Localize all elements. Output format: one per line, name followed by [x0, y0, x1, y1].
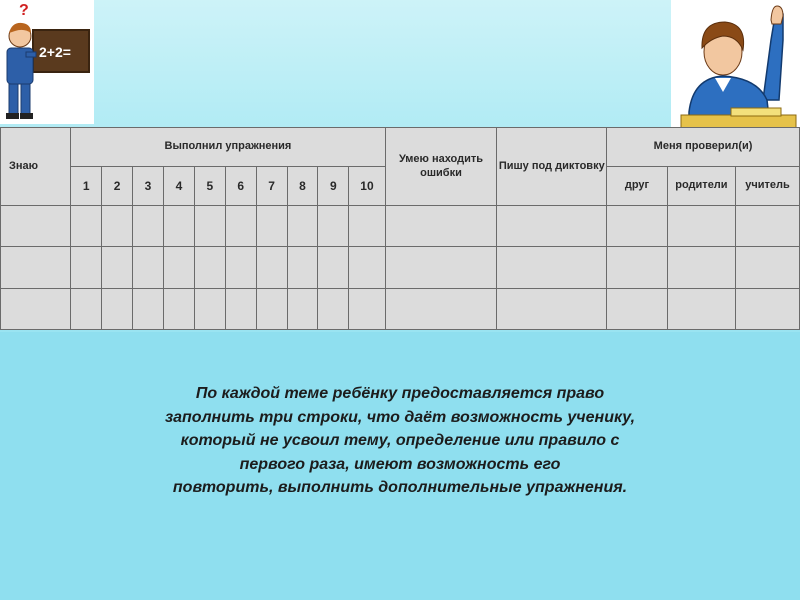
boy-chalkboard-illustration — [0, 0, 94, 124]
boy-raising-hand-illustration — [671, 0, 800, 134]
checker-teacher: учитель — [736, 167, 800, 206]
checker-parents: родители — [667, 167, 735, 206]
caption-area — [0, 332, 800, 600]
table-row — [1, 247, 800, 288]
exercise-number: 3 — [133, 167, 164, 206]
header-find-errors: Умею находить ошибки — [385, 128, 497, 206]
caption-line: повторить, выполнить дополнительные упражнения. — [172, 479, 628, 496]
exercise-number: 1 — [71, 167, 102, 206]
question-mark-icon: ? — [19, 2, 29, 19]
checker-friend: друг — [607, 167, 668, 206]
exercise-number: 7 — [256, 167, 287, 206]
caption-text — [30, 382, 770, 500]
exercise-number: 2 — [102, 167, 133, 206]
table-row — [1, 288, 800, 329]
header-know: Знаю — [1, 128, 71, 206]
header-exercises: Выполнил упражнения — [71, 128, 385, 167]
caption-line: первого раза, имеют возможность его — [239, 455, 561, 473]
exercise-number: 4 — [163, 167, 194, 206]
exercise-number: 5 — [194, 167, 225, 206]
caption-line: заполнить три строки, что даёт возможность ученику, — [164, 408, 636, 426]
self-assessment-table — [0, 127, 800, 330]
exercise-number: 8 — [287, 167, 318, 206]
table-row — [1, 206, 800, 247]
exercise-number: 6 — [225, 167, 256, 206]
exercise-number: 10 — [349, 167, 385, 206]
header-checked-by: Меня проверил(и) — [607, 128, 800, 167]
header-dictation: Пишу под диктовку — [497, 128, 607, 206]
caption-line: который не усвоил тему, определение или правило с — [180, 432, 620, 449]
exercise-number: 9 — [318, 167, 349, 206]
board-text: 2+2= — [39, 44, 71, 60]
caption-line: По каждой теме ребёнку предоставляется право — [195, 385, 605, 402]
